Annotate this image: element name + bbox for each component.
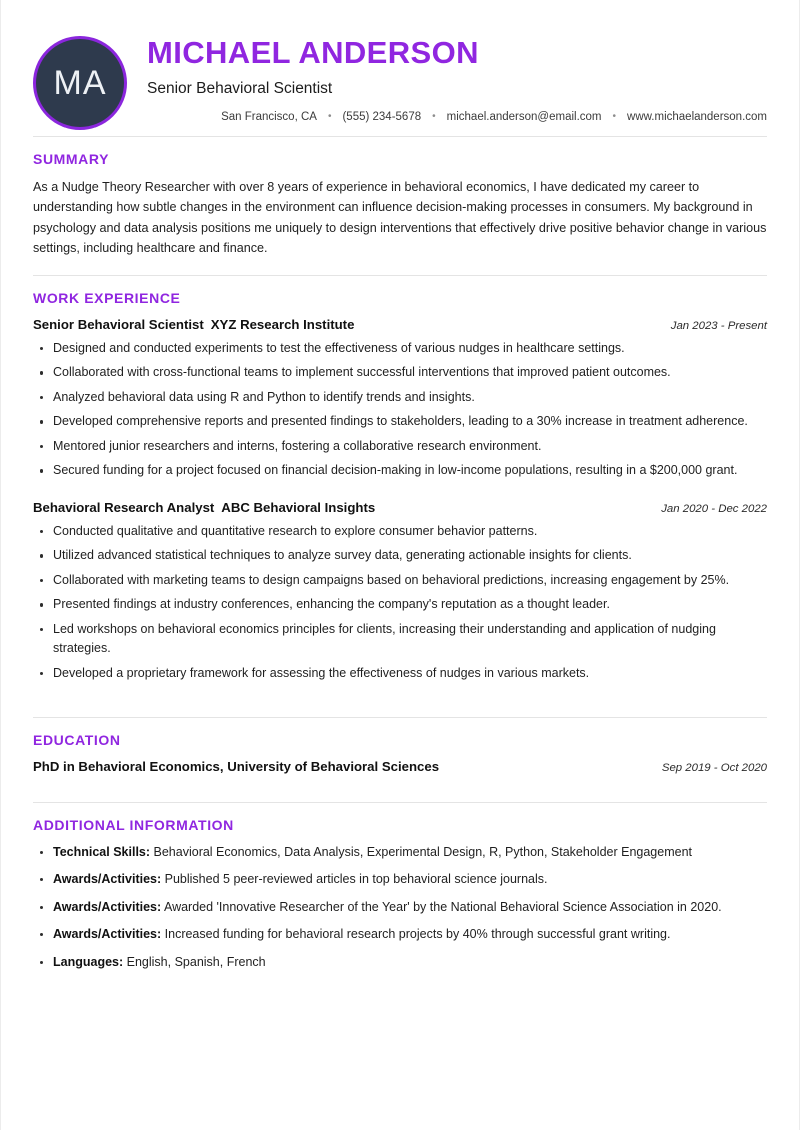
list-item: Designed and conducted experiments to test the effectiveness of various nudges in healthcare settings. <box>33 339 767 359</box>
section-summary <box>33 151 767 275</box>
experience-date: Jan 2023 - Present <box>670 319 767 332</box>
experience-title-line <box>33 499 375 516</box>
experience-company: ABC Behavioral Insights <box>221 499 376 515</box>
section-additional-information <box>33 817 767 973</box>
header-text-block <box>127 32 767 123</box>
section-work-experience <box>33 290 767 718</box>
list-item: Conducted qualitative and quantitative research to explore consumer behavior patterns. <box>33 522 767 542</box>
info-label: Technical Skills: <box>53 844 151 859</box>
section-divider <box>33 136 767 137</box>
info-value: Behavioral Economics, Data Analysis, Experimental Design, R, Python, Stakeholder Engagement <box>153 844 692 859</box>
info-value: Published 5 peer-reviewed articles in top behavioral science journals. <box>164 872 548 887</box>
experience-entry-header <box>33 499 767 516</box>
experience-bullets <box>33 522 767 684</box>
education-entry <box>33 758 767 801</box>
experience-role: Behavioral Research Analyst <box>33 499 215 515</box>
list-item <box>33 953 767 973</box>
info-value: English, Spanish, French <box>126 954 266 969</box>
info-value: Increased funding for behavioral research projects by 40% through successful grant writing. <box>164 927 671 942</box>
contact-location: San Francisco, CA <box>221 111 317 124</box>
list-item: Analyzed behavioral data using R and Python to identify trends and insights. <box>33 388 767 408</box>
contact-row <box>147 111 767 123</box>
contact-website[interactable]: www.michaelanderson.com <box>627 111 767 124</box>
avatar <box>33 36 127 130</box>
list-item <box>33 925 767 945</box>
contact-separator-icon: • <box>327 111 332 123</box>
experience-bullets <box>33 339 767 481</box>
list-item <box>33 870 767 890</box>
experience-title-line <box>33 316 354 333</box>
experience-entry <box>33 316 767 499</box>
info-value: Awarded 'Innovative Researcher of the Year' by the National Behavioral Science Association in 2020. <box>163 899 722 914</box>
list-item: Mentored junior researchers and interns, fostering a collaborative research environment. <box>33 437 767 457</box>
summary-text: As a Nudge Theory Researcher with over 8 years of experience in behavioral economics, I have dedicated my career to understanding how subtle changes in the environment can influence decision-making processes in consumers. My background in psychology and data analysis positions me uniquely to design interventions that effectively drive positive behavior change in various settings, including healthcare and finance. <box>33 180 767 256</box>
list-item <box>33 898 767 918</box>
experience-entry-header <box>33 316 767 333</box>
page-title: MICHAEL ANDERSON <box>147 35 479 70</box>
spacer <box>33 701 767 717</box>
education-degree: PhD in Behavioral Economics, University of Behavioral Sciences <box>33 759 440 775</box>
list-item: Collaborated with cross-functional teams to implement successful interventions that improved patient outcomes. <box>33 363 767 383</box>
additional-information-list <box>33 843 767 973</box>
list-item: Presented findings at industry conferences, enhancing the company's reputation as a thought leader. <box>33 595 767 615</box>
list-item: Led workshops on behavioral economics principles for clients, increasing their understanding and application of nudging strategies. <box>33 620 767 659</box>
list-item: Utilized advanced statistical techniques to analyze survey data, generating actionable insights for clients. <box>33 546 767 566</box>
info-label: Awards/Activities: <box>53 927 162 942</box>
list-item: Secured funding for a project focused on financial decision-making in low-income populations, resulting in a $200,000 grant. <box>33 461 767 481</box>
header-job-title: Senior Behavioral Scientist <box>147 79 333 97</box>
list-item <box>33 843 767 863</box>
info-label: Awards/Activities: <box>53 872 162 887</box>
section-title-education: EDUCATION <box>33 732 121 749</box>
education-date: Sep 2019 - Oct 2020 <box>661 762 767 775</box>
section-title-additional-information: ADDITIONAL INFORMATION <box>33 816 234 833</box>
avatar-initials: MA <box>53 64 107 102</box>
contact-email[interactable]: michael.anderson@email.com <box>446 111 602 124</box>
experience-company: XYZ Research Institute <box>210 316 355 332</box>
section-divider <box>33 275 767 276</box>
section-divider <box>33 802 767 803</box>
resume-header <box>33 0 767 136</box>
contact-phone[interactable]: (555) 234-5678 <box>342 111 422 124</box>
experience-role: Senior Behavioral Scientist <box>33 316 204 332</box>
info-label: Awards/Activities: <box>53 899 162 914</box>
education-entry-header <box>33 758 767 775</box>
section-title-summary: SUMMARY <box>33 151 110 167</box>
section-education <box>33 732 767 801</box>
contact-separator-icon: • <box>612 111 617 123</box>
experience-entry <box>33 499 767 702</box>
section-divider <box>33 717 767 718</box>
list-item: Collaborated with marketing teams to design campaigns based on behavioral predictions, increasing engagement by 25%. <box>33 571 767 591</box>
experience-date: Jan 2020 - Dec 2022 <box>661 502 767 515</box>
list-item: Developed a proprietary framework for assessing the effectiveness of nudges in various markets. <box>33 664 767 684</box>
section-title-work-experience: WORK EXPERIENCE <box>33 289 181 306</box>
contact-separator-icon: • <box>432 111 436 123</box>
info-label: Languages: <box>53 954 124 969</box>
list-item: Developed comprehensive reports and presented findings to stakeholders, leading to a 30% increase in treatment adherence. <box>33 412 767 432</box>
